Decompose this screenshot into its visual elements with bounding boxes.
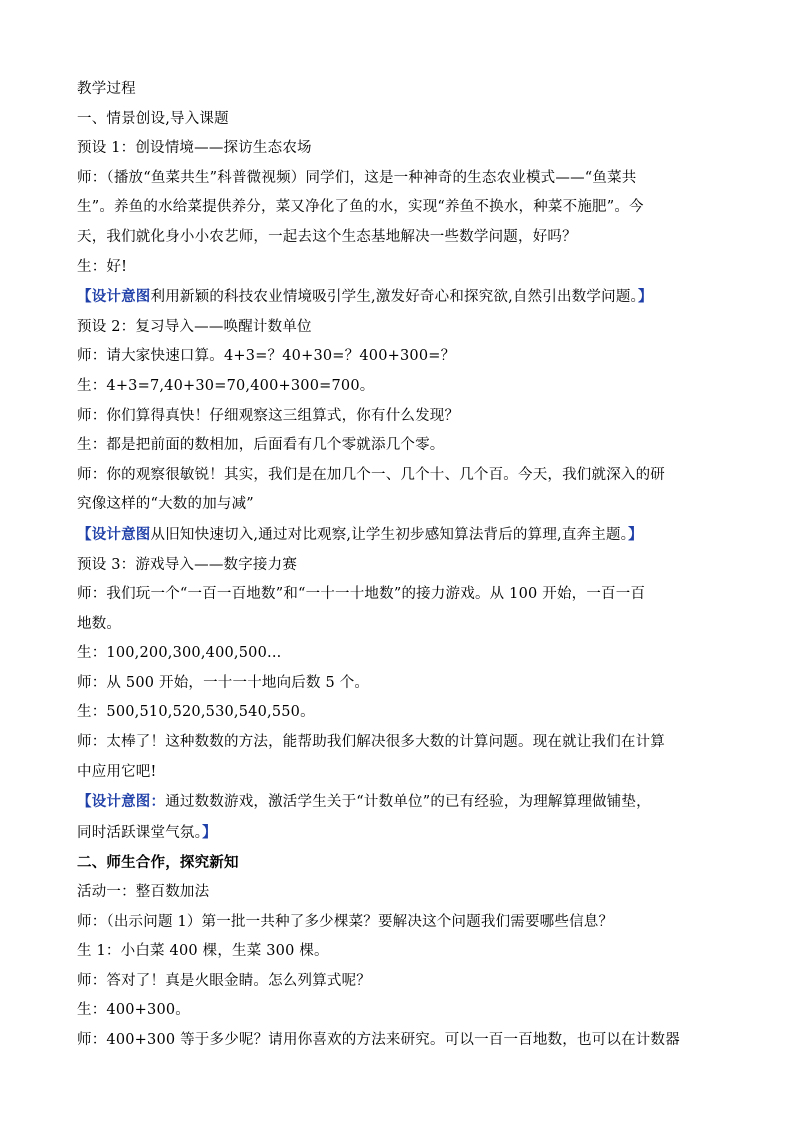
paragraph-line: 生：500,510,520,530,540,550。 — [77, 704, 315, 721]
paragraph-line: 究像这样的“大数的加与减” — [77, 496, 254, 513]
paragraph-line: 中应用它吧! — [77, 763, 157, 780]
paragraph-line: 师：（出示问题 1）第一批一共种了多少棵菜？要解决这个问题我们需要哪些信息？ — [77, 913, 614, 930]
paragraph-line: 生：都是把前面的数相加，后面看有几个零就添几个零。 — [77, 437, 445, 454]
paragraph-line: 生”。养鱼的水给菜提供养分，菜又净化了鱼的水，实现“养鱼不换水，种菜不施肥”。今 — [77, 199, 644, 216]
paragraph-line: 师：我们玩一个“一百一百地数”和“一十一十地数”的接力游戏。从 100 开始，一百一百 — [77, 586, 646, 603]
paragraph-line: 师：你们算得真快！仔细观察这三组算式，你有什么发现？ — [77, 407, 460, 424]
design-intent-text: 同时活跃课堂气氛。 — [77, 824, 203, 841]
section-heading: 教学过程 — [77, 81, 136, 97]
subheading-2: 二、师生合作，探究新知 — [77, 854, 239, 872]
bracket-open: 【 — [77, 288, 92, 306]
paragraph-line: 师：请大家快速口算。4+3=？40+30=？400+300=？ — [77, 348, 456, 365]
design-intent-text: 利用新颖的科技农业情境吸引学生,激发好奇心和探究欲,自然引出数学问题。 — [150, 289, 638, 306]
design-intent-2 — [77, 520, 734, 551]
design-intent-label: 设计意图： — [91, 793, 166, 811]
design-intent-label: 设计意图 — [91, 525, 151, 543]
design-intent-3 — [77, 787, 734, 818]
paragraph-line: 师：（播放“鱼菜共生”科普微视频）同学们，这是一种神奇的生态农业模式——“鱼菜共 — [77, 169, 637, 186]
paragraph-line: 师：太棒了！这种数数的方法，能帮助我们解决很多大数的计算问题。现在就让我们在计算 — [77, 734, 665, 751]
design-intent-1 — [77, 282, 734, 313]
design-intent-text: 从旧知快速切入,通过对比观察,让学生初步感知算法背后的算理,直奔主题。 — [150, 526, 629, 543]
paragraph-line: 生：好! — [77, 258, 128, 275]
preset-3-title: 预设 3：游戏导入——数字接力赛 — [77, 556, 298, 573]
bracket-close: 】 — [202, 823, 217, 841]
bracket-open: 【 — [77, 793, 92, 811]
paragraph-line: 师：从 500 开始，一十一十地向后数 5 个。 — [77, 674, 370, 691]
paragraph-line: 师：答对了！真是火眼金睛。怎么列算式呢？ — [77, 972, 371, 989]
paragraph-line: 生：4+3=7,40+30=70,400+300=700。 — [77, 377, 375, 394]
paragraph-line: 地数。 — [77, 615, 122, 632]
subheading-1: 一、情景创设,导入课题 — [77, 110, 229, 127]
design-intent-text: 通过数数游戏，激活学生关于“计数单位”的已有经验，为理解算理做铺垫， — [165, 794, 651, 811]
paragraph-line: 生 1：小白菜 400 棵，生菜 300 棵。 — [77, 943, 329, 960]
preset-1-title: 预设 1：创设情境——探访生态农场 — [77, 140, 312, 157]
paragraph-line: 生：400+300。 — [77, 1002, 191, 1019]
design-intent-3-continued — [77, 818, 734, 849]
paragraph-line: 天，我们就化身小小农艺师，一起去这个生态基地解决一些数学问题，好吗？ — [77, 228, 577, 245]
bracket-open: 【 — [77, 525, 92, 543]
paragraph-line: 生：100,200,300,400,500... — [77, 645, 282, 662]
preset-2-title: 预设 2：复习导入——唤醒计数单位 — [77, 318, 312, 335]
bracket-close: 】 — [637, 288, 653, 306]
paragraph-line: 师：你的观察很敏锐！其实，我们是在加几个一、几个十、几个百。今天，我们就深入的研 — [77, 466, 665, 483]
bracket-close: 】 — [628, 525, 643, 543]
design-intent-label: 设计意图 — [91, 288, 151, 306]
activity-1-title: 活动一：整百数加法 — [77, 884, 210, 901]
paragraph-line: 师：400+300 等于多少呢？请用你喜欢的方法来研究。可以一百一百地数，也可以在计数器 — [77, 1032, 680, 1048]
